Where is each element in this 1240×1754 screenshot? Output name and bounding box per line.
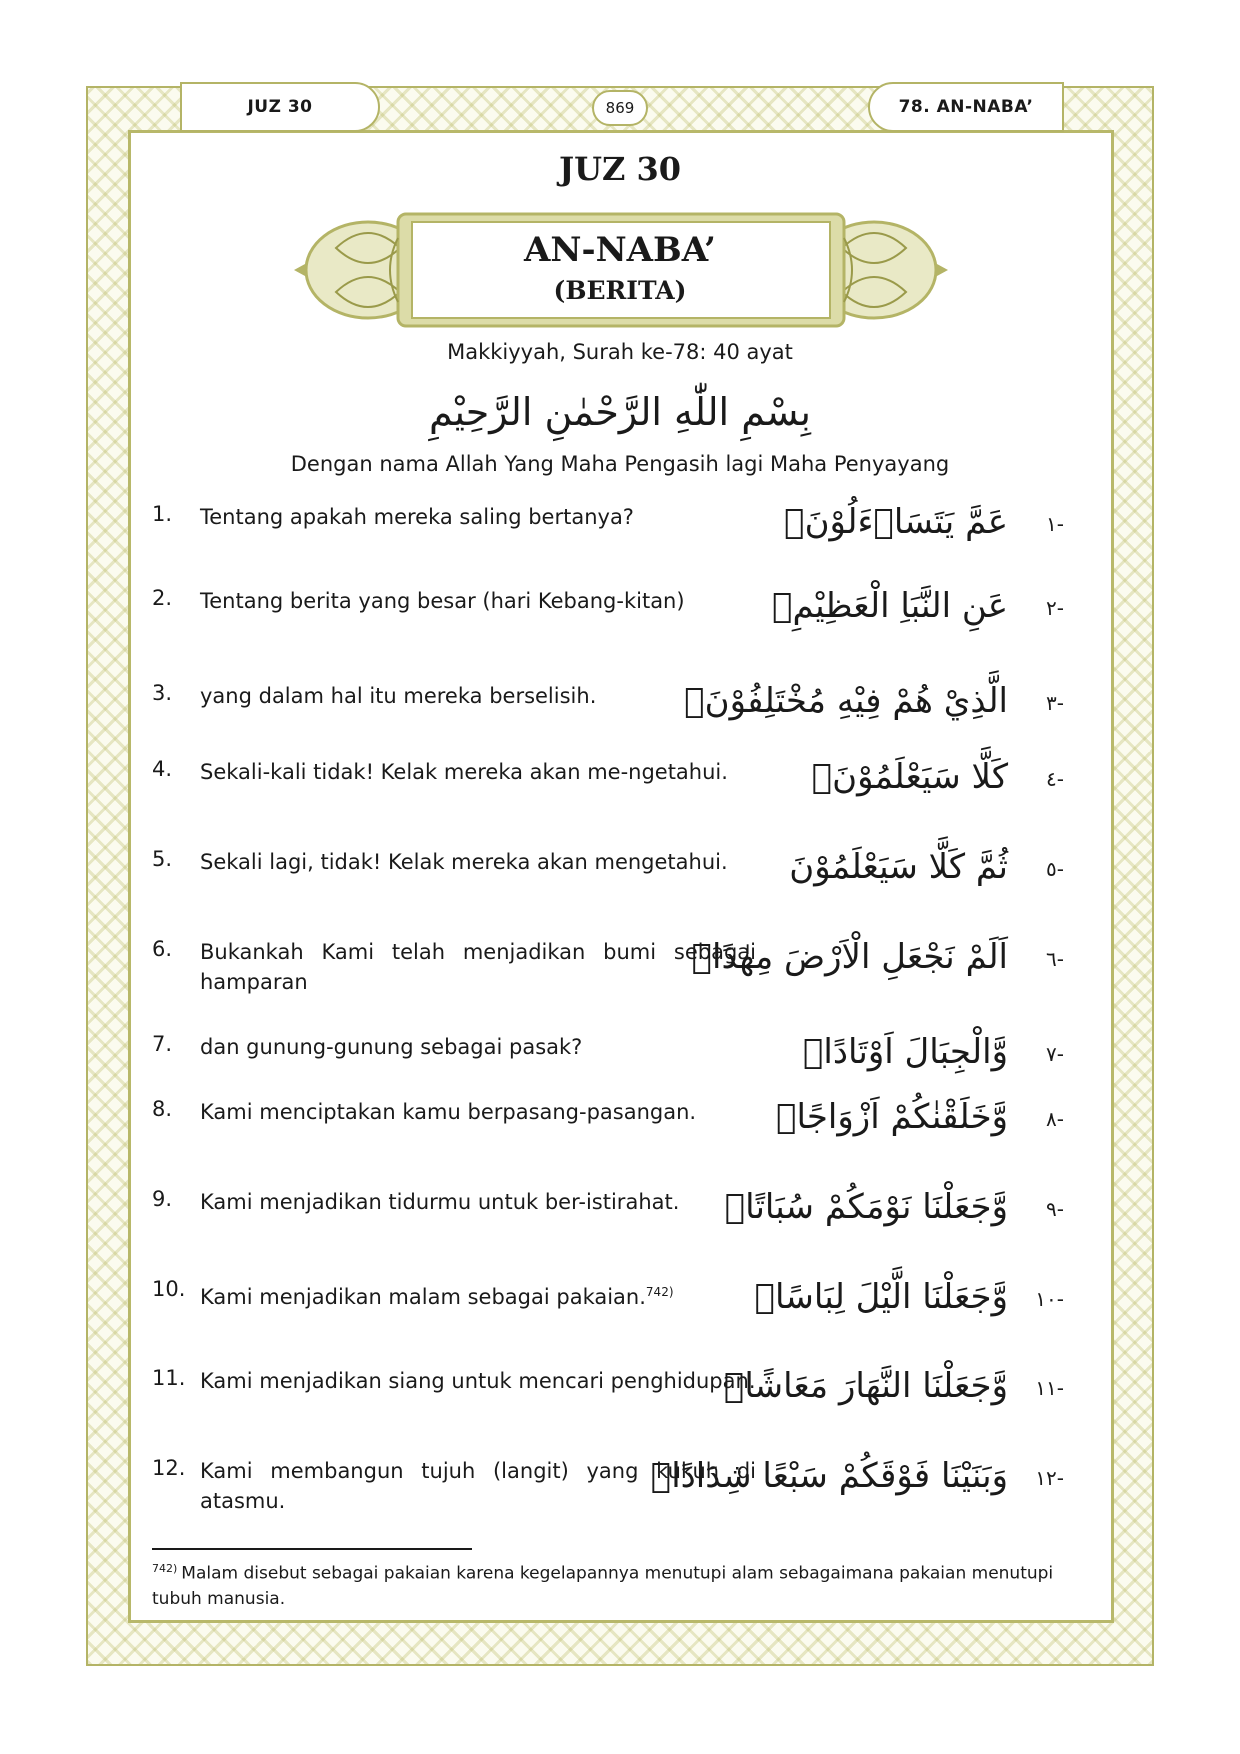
surah-header-label: 78. AN-NABA’ <box>898 97 1034 117</box>
verse-arabic-number: - ٥ <box>1046 857 1064 881</box>
verse-number: 9. <box>152 1187 173 1211</box>
verse-arabic-number: - ١١ <box>1035 1376 1064 1400</box>
verse-arabic-number: - ١ <box>1046 512 1064 536</box>
verse-arabic-number: - ٦ <box>1046 947 1064 971</box>
verse-arabic-number: - ٢ <box>1046 596 1064 620</box>
verse-arabic: وَّخَلَقْنٰكُمْ اَزْوَاجًاۙ <box>776 1097 1008 1137</box>
verse-number: 8. <box>152 1097 173 1121</box>
verse-arabic: وَّجَعَلْنَا النَّهَارَ مَعَاشًاۚ <box>723 1366 1008 1406</box>
verse-translation: Sekali lagi, tidak! Kelak mereka akan mengetahui. <box>200 850 728 874</box>
juz-header-label: JUZ 30 <box>247 97 313 117</box>
verse-number: 4. <box>152 757 173 781</box>
juz-title: JUZ 30 <box>558 150 682 188</box>
verse-number: 2. <box>152 586 173 610</box>
verse-arabic-number: - ٣ <box>1046 691 1064 715</box>
verse-translation: yang dalam hal itu mereka berselisih. <box>200 684 597 708</box>
footnote-mark: 742) <box>152 1562 178 1575</box>
verse-number: 10. <box>152 1277 186 1301</box>
footnote <box>152 1556 1088 1612</box>
verse-translation: Kami membangun tujuh (langit) yang kukuh di atasmu. <box>200 1459 756 1513</box>
footnote-text: Malam disebut sebagai pakaian karena kegelapannya menutupi alam sebagaimana pakaian menutupi tubuh manusia. <box>152 1563 1054 1609</box>
verse-translation: Kami menciptakan kamu berpasang-pasangan. <box>200 1100 697 1124</box>
verse-translation: Sekali-kali tidak! Kelak mereka akan me-ngetahui. <box>200 760 728 784</box>
verse-arabic: ثُمَّ كَلَّا سَيَعْلَمُوْنَ <box>789 847 1008 887</box>
verse-arabic-number: - ٤ <box>1046 767 1064 791</box>
verse-arabic: وَّجَعَلْنَا نَوْمَكُمْ سُبَاتًاۙ <box>724 1187 1008 1227</box>
footnote-divider <box>152 1548 472 1550</box>
verse-number: 3. <box>152 681 173 705</box>
verse-arabic-number: - ٧ <box>1046 1042 1064 1066</box>
surah-meta: Makkiyyah, Surah ke-78: 40 ayat <box>447 340 793 364</box>
verse-number: 1. <box>152 502 173 526</box>
verse-arabic: الَّذِيْ هُمْ فِيْهِ مُخْتَلِفُوْنَۗ <box>684 681 1008 721</box>
verse-translation: Tentang berita yang besar (hari Kebang-kitan) <box>200 589 685 613</box>
verse-arabic: وَبَنَيْنَا فَوْقَكُمْ سَبْعًا شِدَادًاۙ <box>650 1456 1008 1496</box>
juz-header-tab <box>180 82 380 132</box>
verse-translation-text: Kami menjadikan malam sebagai pakaian. <box>200 1285 646 1309</box>
verse-number: 11. <box>152 1366 186 1390</box>
banner-ornament <box>286 208 956 332</box>
verse-translation <box>200 1277 756 1312</box>
verse-arabic: كَلَّا سَيَعْلَمُوْنَۙ <box>811 757 1008 797</box>
surah-banner <box>286 208 956 332</box>
basmalah-arabic: بِسْمِ اللّٰهِ الرَّحْمٰنِ الرَّحِيْمِ <box>429 390 811 434</box>
verse-translation: dan gunung-gunung sebagai pasak? <box>200 1035 583 1059</box>
page-number: 869 <box>605 99 635 117</box>
verse-translation: Bukankah Kami telah menjadikan bumi sebagai hamparan <box>200 940 756 994</box>
verse-translation: Kami menjadikan tidurmu untuk ber-istirahat. <box>200 1190 680 1214</box>
verse-arabic: اَلَمْ نَجْعَلِ الْاَرْضَ مِهٰدًاۙ <box>691 937 1008 977</box>
verse-translation: Tentang apakah mereka saling bertanya? <box>200 505 634 529</box>
verse-number: 12. <box>152 1456 186 1480</box>
page-number-badge <box>592 90 648 126</box>
surah-name: AN-NABA’ <box>524 230 716 270</box>
surah-header-tab <box>868 82 1064 132</box>
verse-number: 6. <box>152 937 173 961</box>
verse-arabic: عَنِ النَّبَاِ الْعَظِيْمِۙ <box>772 586 1008 626</box>
verse-arabic-number: - ١٠ <box>1035 1287 1064 1311</box>
verse-arabic: وَّجَعَلْنَا الَّيْلَ لِبَاسًاۙ <box>754 1277 1008 1317</box>
footnote-reference[interactable]: 742) <box>645 1285 674 1299</box>
surah-meaning: (BERITA) <box>553 276 687 305</box>
basmalah-translation: Dengan nama Allah Yang Maha Pengasih lagi Maha Penyayang <box>290 452 950 476</box>
verse-arabic: عَمَّ يَتَسَاۤءَلُوْنَۚ <box>784 502 1008 542</box>
verse-arabic-number: - ٩ <box>1046 1197 1064 1221</box>
verse-translation: Kami menjadikan siang untuk mencari penghidupan. <box>200 1369 756 1393</box>
verse-arabic-number: - ٨ <box>1046 1107 1064 1131</box>
verse-arabic-number: - ١٢ <box>1035 1466 1064 1490</box>
verse-number: 5. <box>152 847 173 871</box>
verse-arabic: وَّالْجِبَالَ اَوْتَادًاۖ <box>803 1032 1008 1072</box>
verse-number: 7. <box>152 1032 173 1056</box>
